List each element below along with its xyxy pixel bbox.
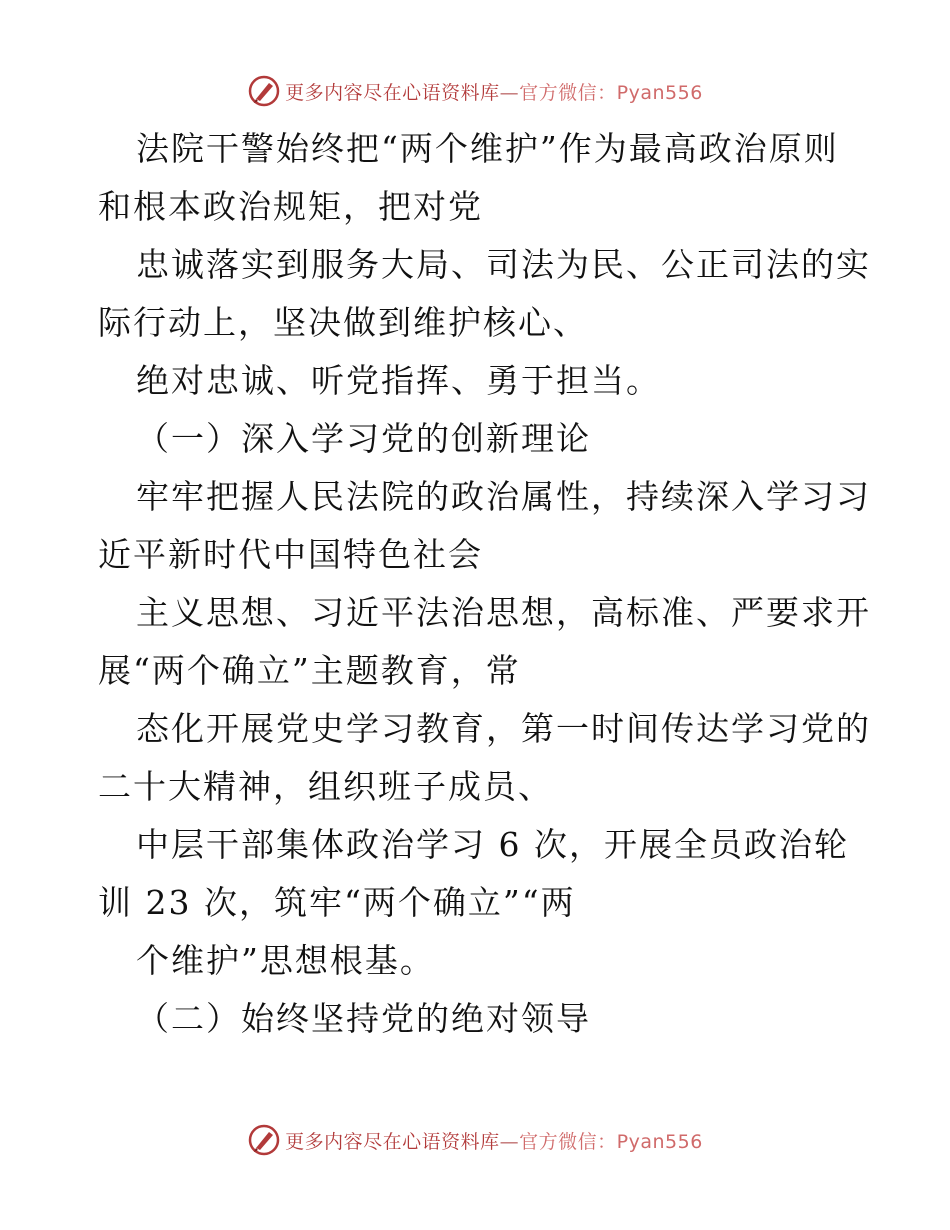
body-line: 展“两个确立”主题教育，常 xyxy=(98,651,521,690)
body-line: 牢牢把握人民法院的政治属性，持续深入学习习 xyxy=(136,477,871,516)
document-body xyxy=(98,120,871,1048)
body-line: 训 23 次，筑牢“两个确立”“两 xyxy=(98,883,576,922)
section-heading: （一）深入学习党的创新理论 xyxy=(136,419,591,458)
body-line: 绝对忠诚、听党指挥、勇于担当。 xyxy=(136,361,661,400)
watermark-dash: — xyxy=(499,1130,520,1153)
body-line: 主义思想、习近平法治思想，高标准、严要求开 xyxy=(136,593,871,632)
body-line: 法院干警始终把“两个维护”作为最高政治原则 xyxy=(136,129,839,168)
section-heading: （二）始终坚持党的绝对领导 xyxy=(136,999,591,1038)
watermark-main-text: 更多内容尽在心语资料库 xyxy=(285,81,500,104)
body-line: 忠诚落实到服务大局、司法为民、公正司法的实 xyxy=(136,245,871,284)
watermark-dash: — xyxy=(499,81,520,104)
footer-watermark xyxy=(0,1120,950,1160)
pen-circle-logo-icon xyxy=(247,74,281,108)
header-watermark xyxy=(0,71,950,111)
body-line: 二十大精神，组织班子成员、 xyxy=(98,767,553,806)
watermark-contact-text: 官方微信：Pyan556 xyxy=(519,1130,703,1153)
pen-circle-logo-icon xyxy=(247,1123,281,1157)
watermark-contact-text: 官方微信：Pyan556 xyxy=(519,81,703,104)
body-line: 和根本政治规矩，把对党 xyxy=(98,187,483,226)
body-line: 个维护”思想根基。 xyxy=(136,941,435,980)
body-line: 际行动上，坚决做到维护核心、 xyxy=(98,303,588,342)
watermark-main-text: 更多内容尽在心语资料库 xyxy=(285,1130,500,1153)
body-line: 态化开展党史学习教育，第一时间传达学习党的 xyxy=(136,709,871,748)
body-line: 中层干部集体政治学习 6 次，开展全员政治轮 xyxy=(136,825,849,864)
body-line: 近平新时代中国特色社会 xyxy=(98,535,483,574)
